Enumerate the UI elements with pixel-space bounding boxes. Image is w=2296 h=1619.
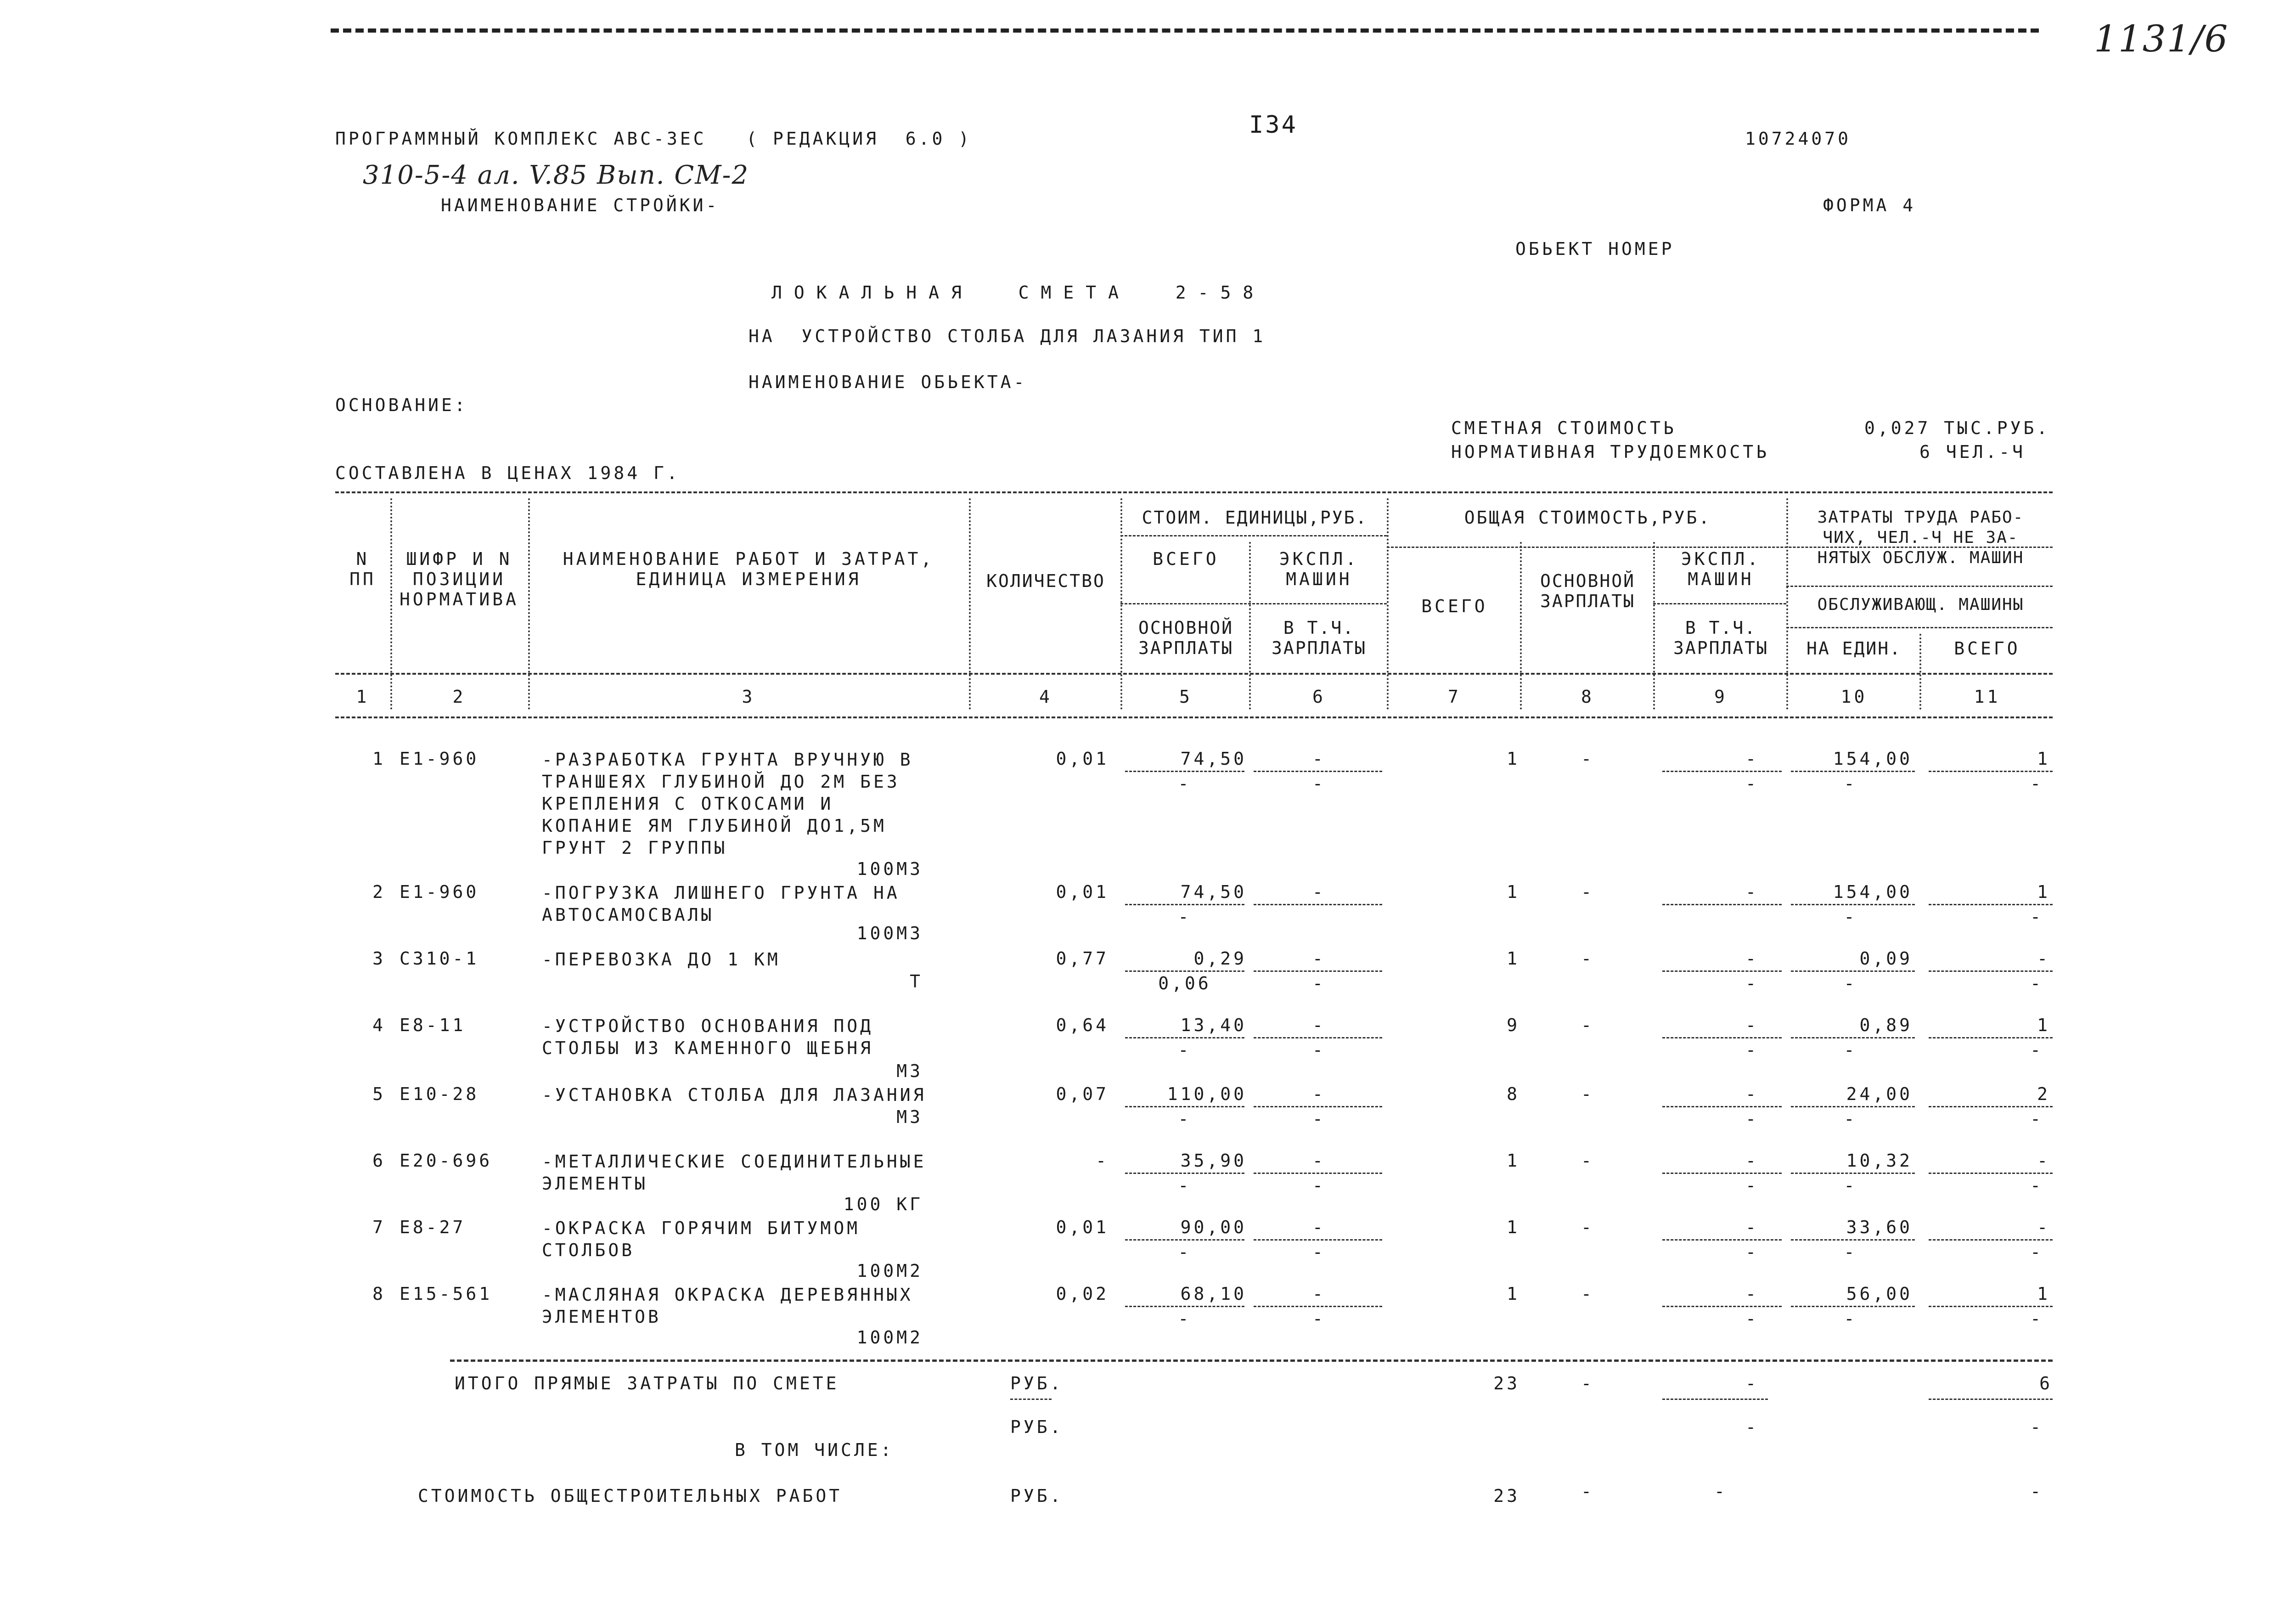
row-unit: М3 (896, 1107, 923, 1127)
general-works-unit: РУБ. (1010, 1486, 1064, 1506)
row-labor-total-b: - (2030, 907, 2043, 927)
direct-costs-c8: - (1581, 1373, 1594, 1393)
row-code: Е1-960 (400, 749, 479, 769)
row-unit-cost-rule (1125, 1106, 1244, 1107)
row-unit-cost-rule (1125, 771, 1244, 772)
direct-costs-c9: - (1745, 1373, 1759, 1393)
row-total-machines-rule (1662, 771, 1782, 772)
row-total-machines-wages: - (1745, 773, 1759, 794)
row-quantity: 0,01 (1056, 882, 1109, 902)
col-header-labor-sub: ОБСЛУЖИВАЮЩ. МАШИНЫ (1817, 595, 2024, 614)
row-code: Е8-11 (400, 1015, 466, 1035)
row-labor-total-b: - (2030, 1175, 2043, 1196)
row-total-machines-rule (1662, 904, 1782, 905)
col-header-c5-top: ВСЕГО (1153, 549, 1219, 569)
col-header-c5-bottom: ОСНОВНОЙ ЗАРПЛАТЫ (1138, 618, 1234, 658)
col-header-c9-top: ЭКСПЛ. МАШИН (1681, 549, 1761, 589)
direct-c11-rule (1929, 1399, 2053, 1400)
row-labor-total-b: - (2030, 1109, 2043, 1129)
row-unit-cost-rule (1125, 1037, 1244, 1038)
row-unit-cost-rule (1125, 904, 1244, 905)
labor-value: 6 ЧЕЛ.-Ч (1919, 442, 2026, 462)
row-unit-cost-wages: - (1178, 1309, 1192, 1329)
row-labor-per-unit-b: - (1844, 1109, 1857, 1129)
row-number: 2 (372, 882, 386, 902)
col-divider (969, 498, 971, 710)
row-labor-per-unit-b: - (1844, 973, 1857, 993)
row-total-machines-wages: - (1745, 1175, 1759, 1196)
row-code: Е8-27 (400, 1217, 466, 1237)
col-divider (1786, 498, 1788, 710)
row-total-wages: - (1581, 1217, 1594, 1237)
col-number: 5 (1179, 687, 1193, 707)
row-labor-total-b: - (2030, 1242, 2043, 1262)
row-total-machines-rule (1662, 1173, 1782, 1174)
prices-year: СОСТАВЛЕНА В ЦЕНАХ 1984 Г. (335, 463, 680, 483)
row-machines-wages: - (1312, 1242, 1326, 1262)
row-name: -РАЗРАБОТКА ГРУНТА ВРУЧНУЮ В ТРАНШЕЯХ ГЛУБИНОЙ ДО 2М БЕЗ КРЕПЛЕНИЯ С ОТКОСАМИ И КОПАНИЕ ЯМ ГЛУБИНОЙ ДО1,5М ГРУНТ 2 ГРУППЫ (542, 750, 913, 858)
row-unit-cost-total: 35,90 (1180, 1151, 1247, 1171)
unit-cost-subrule (1120, 535, 1387, 536)
row-labor-per-unit: 154,00 (1833, 749, 1913, 769)
row-machines-wages: - (1312, 773, 1326, 794)
direct-costs-total: 23 (1493, 1373, 1520, 1393)
including-label: В ТОМ ЧИСЛЕ: (735, 1440, 894, 1460)
direct-costs-c9b: - (1745, 1417, 1759, 1437)
row-labor-per-unit-rule (1791, 1173, 1915, 1174)
row-machines: - (1312, 948, 1326, 969)
row-unit-cost-total: 68,10 (1180, 1284, 1247, 1304)
row-labor-total: 1 (2037, 749, 2050, 769)
row-unit-cost-wages: - (1178, 1175, 1192, 1196)
row-total-wages: - (1581, 749, 1594, 769)
row-total-machines-rule (1662, 1239, 1782, 1241)
program-title: ПРОГРАММНЫЙ КОМПЛЕКС АВС-3ЕС ( РЕДАКЦИЯ 6.0 ) (335, 129, 972, 149)
row-number: 8 (372, 1284, 386, 1304)
row-code: С310-1 (400, 948, 479, 969)
row-number: 6 (372, 1151, 386, 1171)
col-header-c9-bottom: В Т.Ч. ЗАРПЛАТЫ (1673, 618, 1769, 658)
row-labor-total-rule (1929, 1306, 2053, 1307)
direct-costs-unit-2: РУБ. (1010, 1417, 1064, 1437)
row-machines-rule (1254, 1037, 1382, 1038)
row-number: 1 (372, 749, 386, 769)
row-labor-total-rule (1929, 904, 2053, 905)
labor-midrule (1786, 586, 2053, 587)
col-divider (1249, 542, 1251, 710)
row-machines: - (1312, 882, 1326, 902)
row-labor-per-unit-b: - (1844, 1309, 1857, 1329)
row-labor-total: 1 (2037, 882, 2050, 902)
general-works-label: СТОИМОСТЬ ОБЩЕСТРОИТЕЛЬНЫХ РАБОТ (418, 1486, 843, 1506)
row-unit-cost-wages: - (1178, 1242, 1192, 1262)
header-top-rule (335, 491, 2053, 493)
row-total-machines-rule (1662, 970, 1782, 972)
row-code: Е15-561 (400, 1284, 493, 1304)
row-total-machines-rule (1662, 1037, 1782, 1038)
row-labor-per-unit: 0,09 (1859, 948, 1913, 969)
row-quantity: 0,01 (1056, 749, 1109, 769)
row-unit-cost-wages: 0,06 (1158, 973, 1211, 993)
row-number: 5 (372, 1084, 386, 1104)
row-machines: - (1312, 1084, 1326, 1104)
document-subtitle: НА УСТРОЙСТВО СТОЛБА ДЛЯ ЛАЗАНИЯ ТИП 1 (748, 326, 1266, 346)
row-machines-rule (1254, 1306, 1382, 1307)
col-divider (1919, 634, 1921, 710)
row-total-machines: - (1745, 1084, 1759, 1104)
estimated-cost-value: 0,027 ТЫС.РУБ. (1864, 418, 2050, 438)
row-labor-total-rule (1929, 1037, 2053, 1038)
row-labor-per-unit-b: - (1844, 1175, 1857, 1196)
form-label: ФОРМА 4 (1823, 195, 1916, 215)
row-quantity: 0,01 (1056, 1217, 1109, 1237)
row-labor-total: 2 (2037, 1084, 2050, 1104)
row-labor-total-rule (1929, 1173, 2053, 1174)
direct-costs-c11b: - (2030, 1417, 2043, 1437)
general-works-c9: - (1714, 1481, 1728, 1501)
document-title: ЛОКАЛЬНАЯ СМЕТА 2-58 (771, 282, 1266, 303)
col-number: 11 (1974, 687, 2001, 707)
top-border (331, 28, 2039, 33)
handwritten-reference: 310-5-4 ал. V.85 Вып. СМ-2 (363, 160, 749, 190)
row-labor-per-unit: 33,60 (1846, 1217, 1913, 1237)
col-header-c8: ОСНОВНОЙ ЗАРПЛАТЫ (1540, 571, 1636, 611)
row-total-wages: - (1581, 1151, 1594, 1171)
row-machines: - (1312, 1015, 1326, 1035)
row-labor-per-unit-b: - (1844, 1040, 1857, 1060)
col-number: 1 (356, 687, 370, 707)
row-name: -МАСЛЯНАЯ ОКРАСКА ДЕРЕВЯННЫХ ЭЛЕМЕНТОВ (542, 1285, 913, 1327)
row-unit: 100 КГ (843, 1194, 923, 1214)
general-works-c8: - (1581, 1481, 1594, 1501)
row-total-machines: - (1745, 1284, 1759, 1304)
row-machines-rule (1254, 1173, 1382, 1174)
row-total: 9 (1507, 1015, 1520, 1035)
col-number: 9 (1714, 687, 1728, 707)
row-machines-rule (1254, 970, 1382, 972)
row-code: Е20-696 (400, 1151, 493, 1171)
row-machines: - (1312, 1217, 1326, 1237)
row-total-machines: - (1745, 1015, 1759, 1035)
document-code: 10724070 (1745, 129, 1851, 149)
row-labor-per-unit: 24,00 (1846, 1084, 1913, 1104)
row-unit: М3 (896, 1061, 923, 1081)
row-total-machines-wages: - (1745, 1242, 1759, 1262)
row-unit-cost-total: 0,29 (1193, 948, 1247, 969)
row-quantity: 0,77 (1056, 948, 1109, 969)
col-header-c6-bottom: В Т.Ч. ЗАРПЛАТЫ (1271, 618, 1367, 658)
col-number: 8 (1581, 687, 1594, 707)
row-labor-total-b: - (2030, 773, 2043, 794)
row-total-machines: - (1745, 948, 1759, 969)
row-unit-cost-wages: - (1178, 907, 1192, 927)
row-unit-cost-rule (1125, 1239, 1244, 1241)
row-code: Е1-960 (400, 882, 479, 902)
row-machines: - (1312, 1151, 1326, 1171)
col-divider (528, 498, 530, 710)
row-total: 1 (1507, 1151, 1520, 1171)
col-number: 2 (452, 687, 466, 707)
row-unit: 100М2 (856, 1327, 923, 1348)
row-total: 1 (1507, 1284, 1520, 1304)
col-header-c6-top: ЭКСПЛ. МАШИН (1279, 549, 1359, 589)
row-total-machines-wages: - (1745, 973, 1759, 993)
col-header-total-cost-group: ОБЩАЯ СТОИМОСТЬ,РУБ. (1464, 508, 1711, 528)
row-labor-per-unit-b: - (1844, 907, 1857, 927)
machines-midrule (1653, 603, 1786, 604)
page-number: I34 (1249, 111, 1298, 139)
row-labor-total: - (2037, 1217, 2050, 1237)
row-machines-rule (1254, 1106, 1382, 1107)
direct-costs-label: ИТОГО ПРЯМЫЕ ЗАТРАТЫ ПО СМЕТЕ (455, 1373, 839, 1393)
row-machines-rule (1254, 1239, 1382, 1241)
row-total-machines: - (1745, 1151, 1759, 1171)
row-machines-wages: - (1312, 973, 1326, 993)
row-labor-per-unit-rule (1791, 1037, 1915, 1038)
row-labor-per-unit: 10,32 (1846, 1151, 1913, 1171)
row-labor-per-unit-rule (1791, 904, 1915, 905)
col-divider (390, 498, 392, 710)
col-header-c7: ВСЕГО (1421, 596, 1488, 616)
row-labor-total-rule (1929, 771, 2053, 772)
row-total-machines-wages: - (1745, 1109, 1759, 1129)
row-machines-rule (1254, 904, 1382, 905)
row-total: 1 (1507, 749, 1520, 769)
row-total-machines-wages: - (1745, 1309, 1759, 1329)
col-number: 10 (1840, 687, 1868, 707)
row-total: 1 (1507, 882, 1520, 902)
row-unit-cost-total: 90,00 (1180, 1217, 1247, 1237)
row-total-wages: - (1581, 882, 1594, 902)
row-unit-cost-rule (1125, 970, 1244, 972)
row-labor-per-unit-rule (1791, 1239, 1915, 1241)
row-unit: 100М3 (856, 859, 923, 879)
row-total-wages: - (1581, 1084, 1594, 1104)
row-unit-cost-total: 13,40 (1180, 1015, 1247, 1035)
row-labor-total-rule (1929, 1239, 2053, 1241)
col-header-n: N ПП (349, 549, 376, 589)
row-total-machines-rule (1662, 1106, 1782, 1107)
header-bottom-rule (335, 673, 2053, 675)
row-number: 3 (372, 948, 386, 969)
row-code: Е10-28 (400, 1084, 479, 1104)
row-labor-per-unit-rule (1791, 970, 1915, 972)
col-number: 3 (742, 687, 755, 707)
row-name: -ОКРАСКА ГОРЯЧИМ БИТУМОМ СТОЛБОВ (542, 1218, 861, 1260)
row-total-machines: - (1745, 749, 1759, 769)
row-labor-total: 1 (2037, 1015, 2050, 1035)
row-total-wages: - (1581, 1284, 1594, 1304)
col-divider (1653, 542, 1655, 710)
col-header-labor-group: ЗАТРАТЫ ТРУДА РАБО- ЧИХ, ЧЕЛ.-Ч НЕ ЗА- НЯТЫХ ОБСЛУЖ. МАШИН (1817, 508, 2024, 567)
row-name: -МЕТАЛЛИЧЕСКИЕ СОЕДИНИТЕЛЬНЫЕ ЭЛЕМЕНТЫ (542, 1151, 927, 1194)
row-number: 7 (372, 1217, 386, 1237)
direct-costs-unit: РУБ. (1010, 1373, 1064, 1393)
row-machines-wages: - (1312, 1309, 1326, 1329)
row-unit-cost-total: 74,50 (1180, 749, 1247, 769)
row-quantity: 0,64 (1056, 1015, 1109, 1035)
basis-label: ОСНОВАНИЕ: (335, 395, 468, 415)
numbers-bottom-rule (335, 716, 2053, 718)
row-labor-per-unit: 0,89 (1859, 1015, 1913, 1035)
construction-name-label: НАИМЕНОВАНИЕ СТРОЙКИ- (441, 195, 720, 215)
row-unit-cost-wages: - (1178, 1109, 1192, 1129)
row-name: -ПОГРУЗКА ЛИШНЕГО ГРУНТА НА АВТОСАМОСВАЛЫ (542, 883, 900, 925)
row-unit-cost-total: 110,00 (1167, 1084, 1247, 1104)
row-total: 8 (1507, 1084, 1520, 1104)
row-unit: 100М3 (856, 923, 923, 943)
object-number-label: ОБЬЕКТ НОМЕР (1515, 239, 1675, 259)
col-number: 6 (1312, 687, 1326, 707)
col-header-name: НАИМЕНОВАНИЕ РАБОТ И ЗАТРАТ, ЕДИНИЦА ИЗМЕРЕНИЯ (563, 549, 934, 589)
labor-midrule-2 (1786, 627, 2053, 628)
row-unit-cost-total: 74,50 (1180, 882, 1247, 902)
row-quantity: 0,02 (1056, 1284, 1109, 1304)
row-labor-total: 1 (2037, 1284, 2050, 1304)
row-name: -УСТРОЙСТВО ОСНОВАНИЯ ПОД СТОЛБЫ ИЗ КАМЕННОГО ЩЕБНЯ (542, 1016, 873, 1058)
row-total-machines-wages: - (1745, 1040, 1759, 1060)
row-labor-per-unit-b: - (1844, 1242, 1857, 1262)
row-unit: Т (910, 971, 923, 992)
row-machines-wages: - (1312, 1175, 1326, 1196)
row-unit-cost-wages: - (1178, 773, 1192, 794)
row-machines: - (1312, 749, 1326, 769)
row-machines-wages: - (1312, 1040, 1326, 1060)
labor-label: НОРМАТИВНАЯ ТРУДОЕМКОСТЬ (1451, 442, 1770, 462)
col-header-c11: ВСЕГО (1954, 638, 2020, 659)
row-labor-per-unit-rule (1791, 1306, 1915, 1307)
row-machines: - (1312, 1284, 1326, 1304)
direct-costs-c11: 6 (2039, 1373, 2053, 1393)
row-unit: 100М2 (856, 1261, 923, 1281)
corner-note: 1131/6 (2094, 17, 2229, 60)
row-labor-per-unit-b: - (1844, 773, 1857, 794)
row-quantity: - (1096, 1151, 1109, 1171)
row-name: -ПЕРЕВОЗКА ДО 1 КМ (542, 949, 781, 970)
row-unit-cost-wages: - (1178, 1040, 1192, 1060)
col-number: 4 (1039, 687, 1052, 707)
col-number: 7 (1448, 687, 1461, 707)
col-header-unit-cost-group: СТОИМ. ЕДИНИЦЫ,РУБ. (1142, 508, 1368, 528)
row-labor-total-b: - (2030, 973, 2043, 993)
general-works-total: 23 (1493, 1486, 1520, 1506)
row-machines-wages: - (1312, 1109, 1326, 1129)
col-header-code: ШИФР И N ПОЗИЦИИ НОРМАТИВА (400, 549, 519, 609)
row-total-machines-rule (1662, 1306, 1782, 1307)
col-divider (1520, 542, 1522, 710)
general-works-c11: - (2030, 1481, 2043, 1501)
row-total-wages: - (1581, 948, 1594, 969)
row-labor-total-b: - (2030, 1040, 2043, 1060)
object-name-label: НАИМЕНОВАНИЕ ОБЬЕКТА- (748, 372, 1027, 392)
totals-rule (450, 1360, 2053, 1362)
direct-c9-rule (1662, 1399, 1768, 1400)
row-total: 1 (1507, 948, 1520, 969)
row-total: 1 (1507, 1217, 1520, 1237)
row-total-wages: - (1581, 1015, 1594, 1035)
col-header-quantity: КОЛИЧЕСТВО (986, 571, 1105, 591)
col-divider (1387, 498, 1389, 710)
row-labor-total: - (2037, 948, 2050, 969)
row-total-machines: - (1745, 1217, 1759, 1237)
row-unit-cost-rule (1125, 1173, 1244, 1174)
unit-cost-midrule (1120, 603, 1387, 604)
row-labor-per-unit-rule (1791, 1106, 1915, 1107)
row-labor-total-rule (1929, 1106, 2053, 1107)
col-header-c10: НА ЕДИН. (1806, 638, 1902, 659)
row-labor-per-unit: 154,00 (1833, 882, 1913, 902)
row-number: 4 (372, 1015, 386, 1035)
row-unit-cost-rule (1125, 1306, 1244, 1307)
row-machines-rule (1254, 771, 1382, 772)
row-labor-per-unit-rule (1791, 771, 1915, 772)
row-labor-total-rule (1929, 970, 2053, 972)
row-name: -УСТАНОВКА СТОЛБА ДЛЯ ЛАЗАНИЯ (542, 1085, 927, 1105)
estimated-cost-label: СМЕТНАЯ СТОИМОСТЬ (1451, 418, 1677, 438)
row-labor-total: - (2037, 1151, 2050, 1171)
row-labor-total-b: - (2030, 1309, 2043, 1329)
row-labor-per-unit: 56,00 (1846, 1284, 1913, 1304)
row-quantity: 0,07 (1056, 1084, 1109, 1104)
row-total-machines: - (1745, 882, 1759, 902)
direct-unit-rule (1010, 1399, 1052, 1400)
